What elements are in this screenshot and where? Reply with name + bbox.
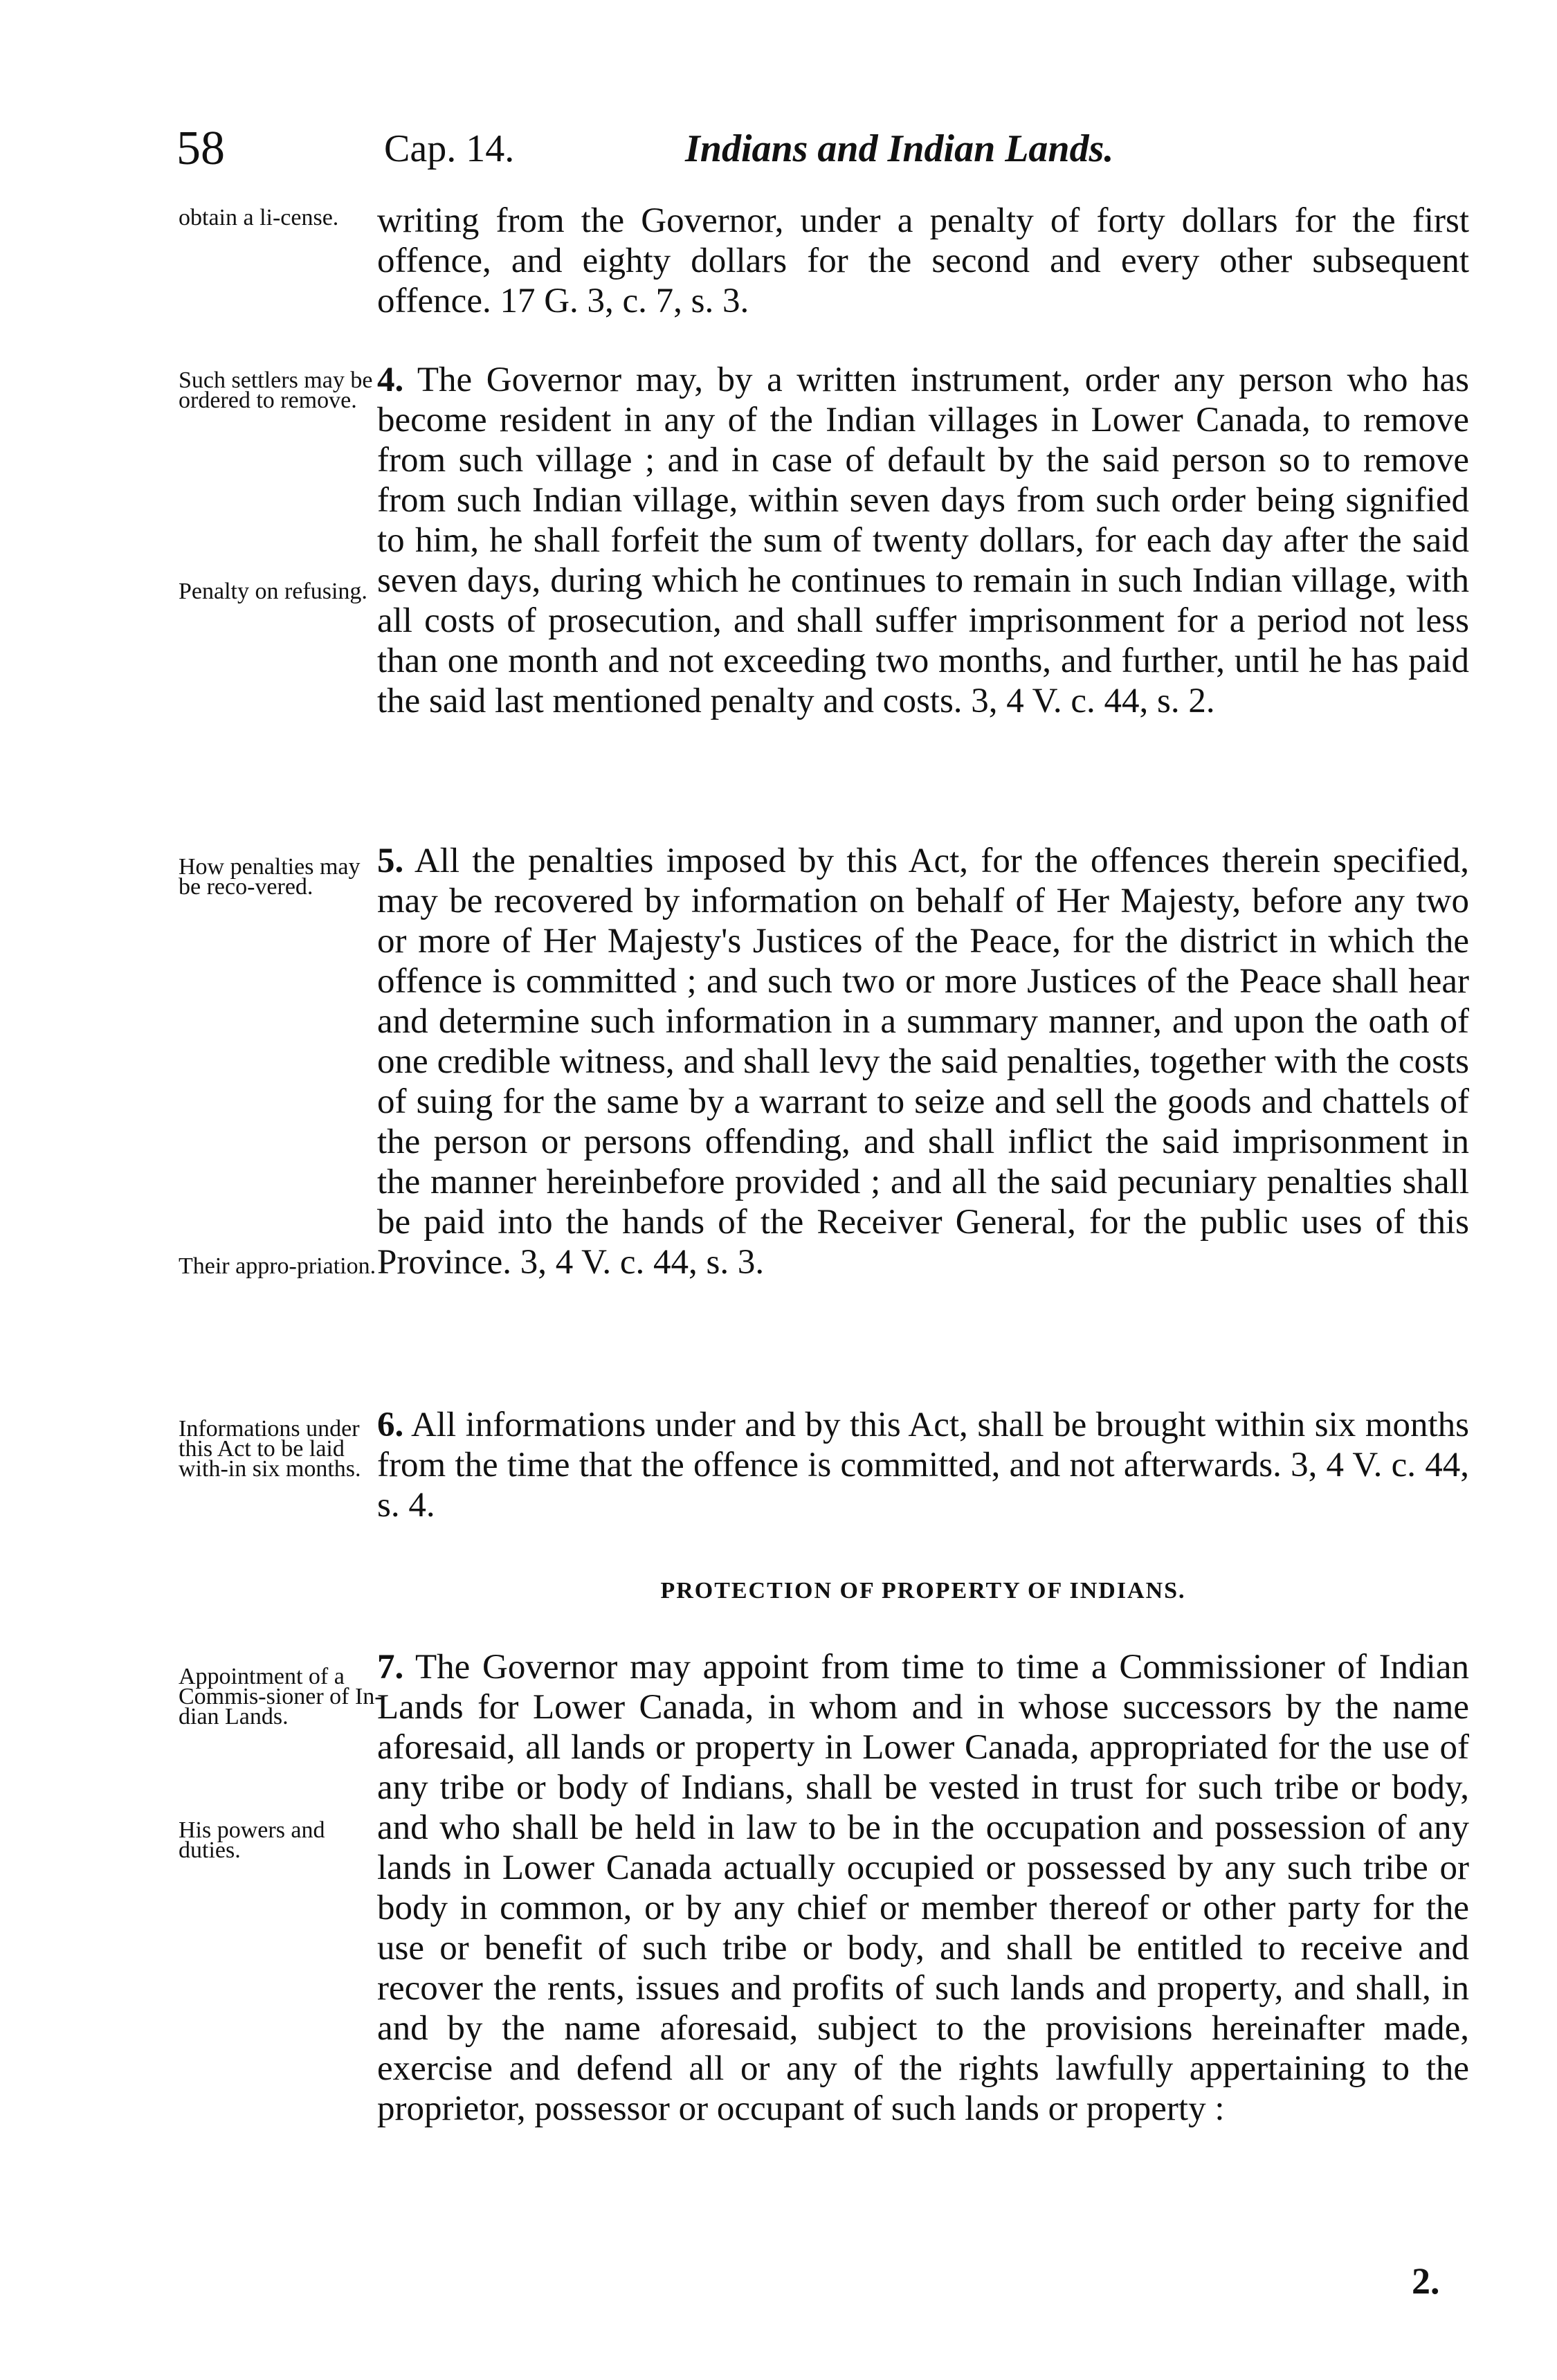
section-text [377, 201, 1469, 321]
catchword: 2. [1412, 2260, 1440, 2302]
section-text [377, 360, 1469, 721]
margin-note: How penalties may be reco-vered. [179, 854, 361, 900]
margin-note: Their appro-priation. [179, 1253, 376, 1279]
section-body: All the penalties imposed by this Act, for the offences therein specified, may be recovered by information on behalf of Her Majesty, before any two or more of Her Majesty's Justices of the Peace, for the district in which the offence is committed ; and such two or more Justices of the Peace shall hear and determine such information in a summary manner, and upon the oath of one credible witness, and shall levy the said penalties, together with the costs of suing for the same by a warrant to seize and sell the goods and chattels of the person or persons offending, and shall inflict the said imprisonment in the manner hereinbefore provided ; and all the said pecuniary penalties shall be paid into the hands of the Receiver General, for the public uses of this Province. 3, 4 V. c. 44, s. 3. [377, 842, 1469, 1282]
section-text [377, 1405, 1469, 1525]
section-body: writing from the Governor, under a penalty of forty dollars for the first offence, and eighty dollars for the second and every other subsequent offence. 17 G. 3, c. 7, s. 3. [377, 201, 1469, 320]
section-number: 7. [377, 1648, 404, 1687]
page-number: 58 [176, 122, 225, 175]
margin-note: His powers and duties. [179, 1817, 325, 1863]
section-number: 5. [377, 842, 404, 880]
section-text [377, 841, 1469, 1282]
section-body: All informations under and by this Act, shall be brought within six months from the time that the offence is committed, and not afterwards. 3, 4 V. c. 44, s. 4. [377, 1406, 1470, 1525]
section-number: 6. [377, 1406, 404, 1444]
margin-note: Such settlers may be ordered to remove. [179, 367, 373, 413]
section-text [377, 1647, 1469, 2129]
section-body: The Governor may, by a written instrument, order any person who has become resident in any of the Indian villages in Lower Canada, to remove from such village ; and in case of default by the said person so to remove from such Indian village, within seven days from such order being signified to him, he shall forfeit the sum of twenty dollars, for each day after the said seven days, during which he continues to remain in such Indian village, with all costs of prosecution, and shall suffer imprisonment for a period not less than one month and not exceeding two months, and further, until he has paid the said last mentioned penalty and costs. 3, 4 V. c. 44, s. 2. [377, 361, 1469, 720]
margin-note: Informations under this Act to be laid with-in six months. [179, 1416, 361, 1482]
margin-note: Penalty on refusing. [179, 579, 367, 604]
margin-note: obtain a li-cense. [179, 205, 339, 230]
section-heading: PROTECTION OF PROPERTY OF INDIANS. [660, 1578, 1186, 1604]
page-header [176, 121, 1470, 176]
section-number: 4. [377, 361, 404, 399]
section-body: The Governor may appoint from time to time a Commissioner of Indian Lands for Lower Canada, in whom and in whose successors by the name aforesaid, all lands or property in Lower Canada, appropriated for the use of any tribe or body of Indians, shall be vested in trust for such tribe or body, and who shall be held in law to be in the occupation and possession of any lands in Lower Canada actually occupied or possessed by any such tribe or body in common, or by any chief or member thereof or other party for the use or benefit of such tribe or body, and shall be entitled to receive and recover the rents, issues and profits of such lands and property, and shall, in and by the name aforesaid, subject to the provisions hereinafter made, exercise and defend all or any of the rights lawfully appertaining to the proprietor, possessor or occupant of such lands or property : [377, 1648, 1469, 2128]
chapter-label: Cap. 14. [384, 127, 515, 170]
running-title: Indians and Indian Lands. [685, 127, 1114, 170]
margin-note: Appointment of a Commis-sioner of In-dian Lands. [179, 1664, 383, 1729]
